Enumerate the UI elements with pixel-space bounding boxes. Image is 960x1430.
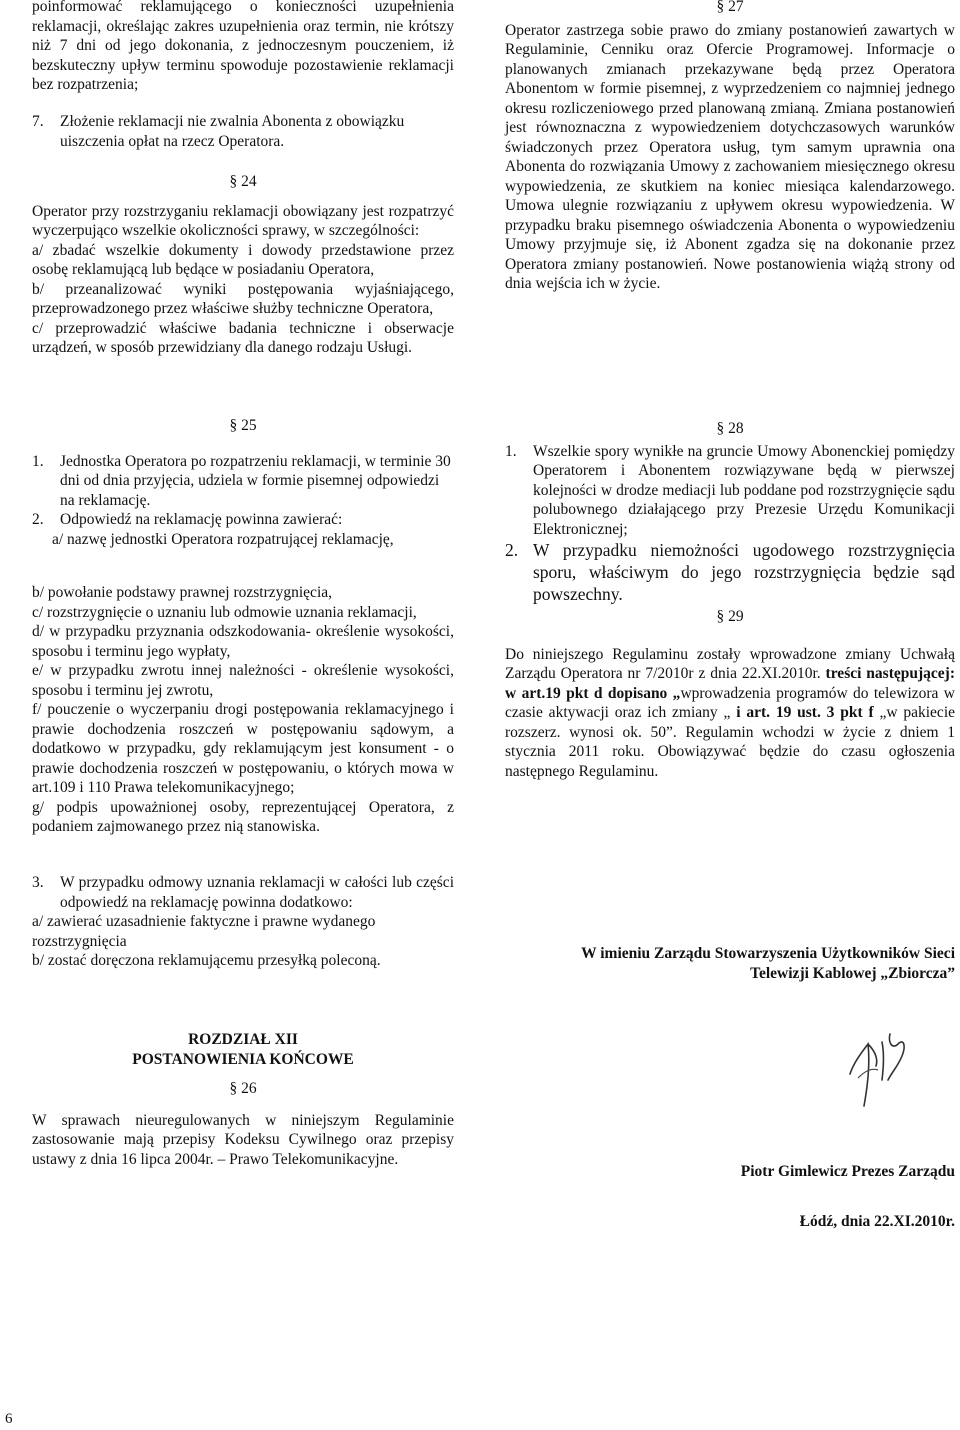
section-25-2e: e/ w przypadku zwrotu innej należności - określenie wysokości, sposobu i terminu jej zwrotu, [32, 662, 454, 699]
item-7 [32, 112, 454, 151]
section-25-2-text: Odpowiedź na reklamację powinna zawierać: [60, 511, 343, 528]
section-29-heading: § 29 [716, 608, 744, 625]
section-25-3 [32, 873, 454, 971]
section-25-heading: § 25 [229, 417, 257, 434]
item-7-text: Złożenie reklamacji nie zwalnia Abonenta z obowiązku uiszczenia opłat na rzecz Operatora. [60, 113, 405, 150]
chapter-title: ROZDZIAŁ XII [188, 1031, 298, 1048]
section-28-2-number: 2. [505, 540, 519, 560]
section-28-1-number: 1. [505, 442, 517, 460]
section-26-text: W sprawach nieuregulowanych w niniejszym Regulaminie zastosowanie mają przepisy Kodeksu Cywilnego oraz przepisy ustawy z dnia 16 lipca 2004r. – Prawo Telekomunikacyjne. [32, 1111, 454, 1168]
board-line-2: Telewizji Kablowej „Zbiorcza” [750, 964, 955, 982]
board-line-1: W imieniu Zarządu Stowarzyszenia Użytkowników Sieci [581, 945, 955, 962]
section-24-a: a/ zbadać wszelkie dokumenty i dowody przedstawione przez osobę reklamującą lub będące w posiadaniu Operatora, [32, 241, 454, 278]
left-column [32, 0, 454, 95]
section-25-2d: d/ w przypadku przyznania odszkodowania- określenie wysokości, sposobu i terminu jego wypłaty, [32, 623, 454, 660]
section-25-2b: b/ powołanie podstawy prawnej rozstrzygnięcia, [32, 584, 333, 601]
section-25-2-number: 2. [32, 511, 44, 528]
section-25-2f: f/ pouczenie o wyczerpaniu drogi postępowania reklamacyjnego i prawie dochodzenia roszczeń w postępowaniu sądowym, a dodatkowo w przypadku, gdy reklamującym jest konsument - o prawie dochodzenia roszczeń w postępowaniu, o których mowa w art.109 i 110 Prawa telekomunikacyjnego; [32, 701, 454, 796]
place-date: Łódź, dnia 22.XI.2010r. [799, 1213, 955, 1230]
section-28-2-text: W przypadku niemożności ugodowego rozstrzygnięcia sporu, właściwym do jego rozstrzygnięcia będzie sąd powszechny. [533, 540, 955, 604]
section-28 [505, 419, 955, 781]
section-28-1-text: Wszelkie spory wynikłe na gruncie Umowy Abonenckiej pomiędzy Operatorem i Abonentem rozwiązywane będą w pierwszej kolejności w drodze mediacji lub poddane pod rozstrzygnięcie sądu polubownego działającego przy Prezesie Urzędu Komunikacji Elektronicznej; [533, 442, 955, 538]
section-24-b: b/ przeanalizować wyniki postępowania wyjaśniającego, przeprowadzonego przez właściwe służby techniczne Operatora, [32, 280, 454, 317]
section-28-heading: § 28 [716, 420, 744, 437]
section-24-c: c/ przeprowadzić właściwe badania techniczne i obserwacje urządzeń, w sposób przewidziany dla danego rodzaju Usługi. [32, 319, 454, 356]
section-26-heading: § 26 [229, 1080, 257, 1097]
section-25-1-text: Jednostka Operatora po rozpatrzeniu reklamacji, w terminie 30 dni od dnia przyjęcia, udziela w formie pisemnej odpowiedzi na reklamację. [60, 452, 451, 509]
section-25-3-text: W przypadku odmowy uznania reklamacji w całości lub części odpowiedź na reklamację powinna dodatkowo: [60, 874, 454, 911]
section-25-2a: a/ nazwę jednostki Operatora rozpatrującej reklamację, [52, 530, 394, 548]
section-25-3b: b/ zostać doręczona reklamującemu przesyłką poleconą. [32, 952, 381, 969]
chapter-12 [32, 1030, 454, 1169]
section-27-heading: § 27 [716, 0, 744, 15]
section-29-text [505, 645, 955, 782]
section-24 [32, 172, 454, 358]
section-25-3-number: 3. [32, 874, 44, 891]
section-25-1-number: 1. [32, 452, 44, 470]
date-block [505, 1212, 955, 1232]
section-27 [505, 0, 955, 294]
section-24-intro: Operator przy rozstrzyganiu reklamacji obowiązany jest rozpatrzyć wyczerpująco wszelkie okoliczności sprawy, w szczególności: [32, 202, 454, 239]
signer-name: Piotr Gimlewicz Prezes Zarządu [740, 1163, 955, 1180]
section-29-part-d: i art. 19 ust. 3 pkt f [736, 704, 874, 721]
item-7-number: 7. [32, 113, 44, 130]
intro-paragraph: poinformować reklamującego o konieczności uzupełnienia reklamacji, określając zakres uzupełnienia oraz termin, nie krótszy niż 7 dni od jego dokonania, z jednoczesnym pouczeniem, iż bezskuteczny upływ terminu spowoduje pozostawienie reklamacji bez rozpatrzenia; [32, 0, 454, 93]
section-25 [32, 416, 454, 549]
section-29-part-b: treści następującej: w art.19 pkt d dopisano „ [505, 665, 955, 702]
section-29-part-a: Do niniejszego Regulaminu zostały wprowadzone zmiany Uchwałą Zarządu Operatora nr 7/2010r z dnia 22.XI.2010r. [505, 645, 955, 682]
section-29-part-c: wprowadzenia programów do telewizora w czasie aktywacji oraz ich zmiany „ [505, 684, 955, 721]
section-24-heading: § 24 [229, 173, 257, 190]
section-25-list [32, 583, 454, 837]
signature-graphic [832, 1022, 922, 1112]
section-25-2g: g/ podpis upoważnionej osoby, reprezentującej Operatora, z podaniem zajmowanego przez nią stanowiska. [32, 798, 454, 835]
chapter-subtitle: POSTANOWIENIA KOŃCOWE [132, 1050, 354, 1068]
section-29-part-e: „w pakiecie rozszerz. wynosi ok. 50”. Regulamin wchodzi w życie z dniem 1 stycznia 2011 roku. Obowiązywać będzie do czasu ogłoszenia następnego Regulaminu. [505, 704, 955, 780]
section-25-3a: a/ zawierać uzasadnienie faktyczne i prawne wydanego rozstrzygnięcia [32, 913, 376, 950]
section-25-2c: c/ rozstrzygnięcie o uznaniu lub odmowie uznania reklamacji, [32, 603, 417, 621]
board-block [505, 944, 955, 983]
section-27-text: Operator zastrzega sobie prawo do zmiany postanowień zawartych w Regulaminie, Cenniku oraz Ofercie Programowej. Informacje o planowanych zmianach przekazywane będą przez Operatora Abonentom w formie pisemnej, z wyprzedzeniem co najmniej jednego okresu rozliczeniowego przed planowaną zmianą. Zmiana postanowień jest równoznaczna z wypowiedzeniem dotychczasowych warunków świadczonych przez Operatora usług, tym samym uprawnia ona Abonenta do rozwiązania Umowy z zachowaniem miesięcznego okresu wypowiedzenia, ze skutkiem na koniec miesiąca kalendarzowego. Umowa ulegnie rozwiązaniu z upływem okresu wypowiedzenia. W przypadku braku pisemnego oświadczenia Abonenta o wypowiedzeniu Umowy przyjmuje się, iż Abonent zgadza się na dokonanie przez Operatora zmiany postanowień. Nowe postanowienia wiążą strony od dnia wejścia ich w życie. [505, 21, 955, 292]
page-number: 6 [5, 1411, 13, 1427]
signer-block [505, 1162, 955, 1182]
